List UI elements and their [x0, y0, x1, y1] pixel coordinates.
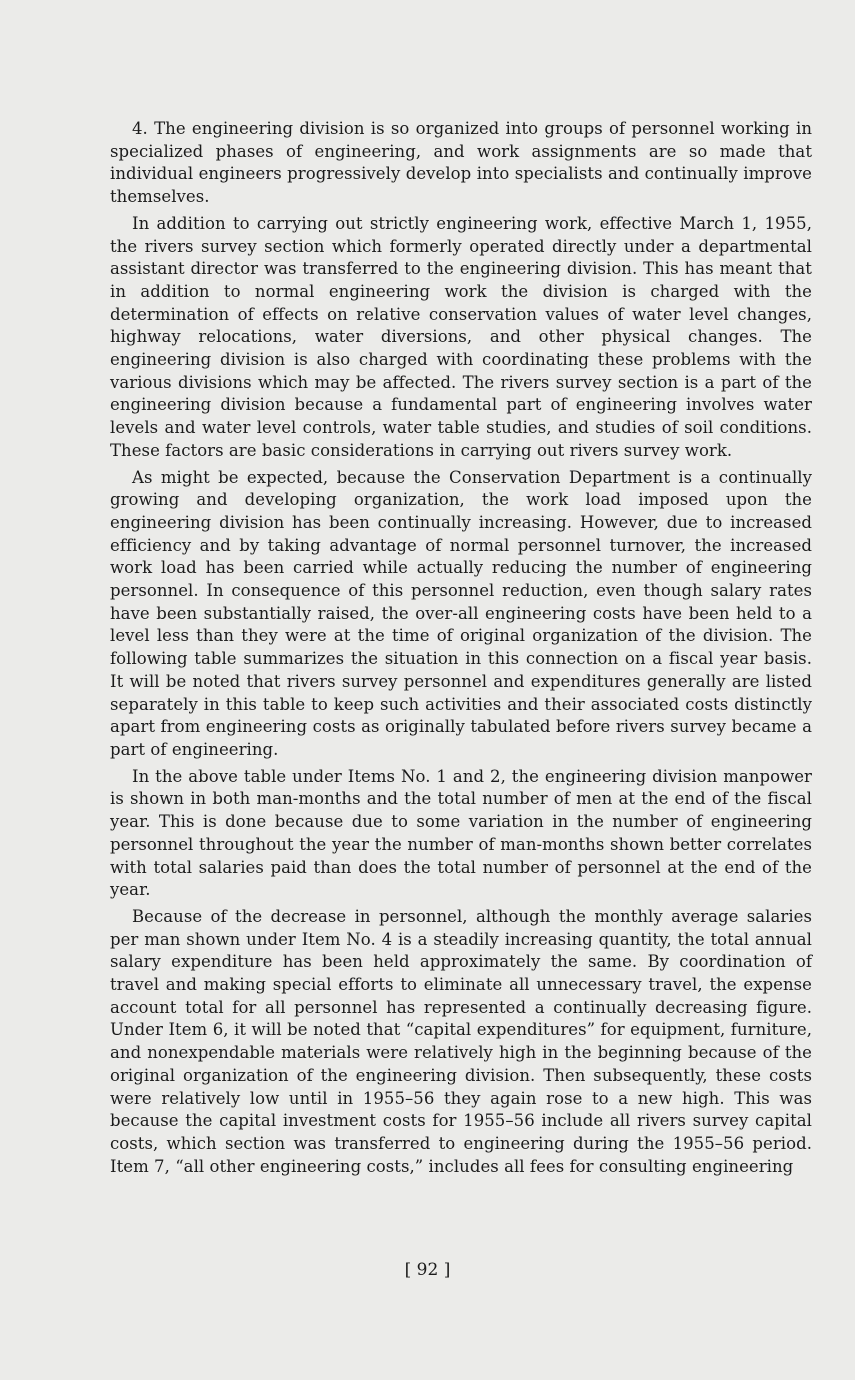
paragraph-rivers-survey: In addition to carrying out strictly engineering work, effective March 1, 1955, the rivers survey section which formerly operated directly under a departmental assistant director was transferred to the engineering division. This has meant that in addition to normal engineering work the division is charged with the determination of effects on relative conservation values of water level changes, highway relocations, water diversions, and other physical changes. The engineering division is also charged with coordinating these problems with the various divisions which may be affected. The rivers survey section is a part of the engineering division because a fundamental part of engineering involves water levels and water level controls, water table studies, and studies of soil conditions. These factors are basic considerations in carrying out rivers survey work. [110, 213, 812, 460]
page-number: [ 92 ] [404, 1260, 451, 1280]
paragraph-manpower: In the above table under Items No. 1 and 2, the engineering division manpower is shown in both man-months and the total number of men at the end of the fiscal year. This is done because due to some variation in the number of engineering personnel throughout the year the number of man-months shown better correlates with total salaries paid than does the total number of personnel at the end of the year. [110, 766, 812, 900]
body-text [110, 118, 812, 1182]
paragraph-salaries: Because of the decrease in personnel, although the monthly average salaries per man shown under Item No. 4 is a steadily increasing quantity, the total annual salary expenditure has been held approximately the same. By coordination of travel and making special efforts to eliminate all unnecessary travel, the expense account total for all personnel has represented a continually decreasing figure. Under Item 6, it will be noted that “capital expenditures” for equipment, furniture, and nonexpendable materials were relatively high in the beginning because of the original organization of the engineering division. Then subsequently, these costs were relatively low until in 1955–56 they again rose to a new high. This was because the capital investment costs for 1955–56 include all rivers survey capital costs, which section was transferred to engineering during the 1955–56 period. Item 7, “all other engineering costs,” includes all fees for consulting engineering [110, 906, 812, 1176]
paragraph-work-load: As might be expected, because the Conservation Department is a continually growing and developing organization, the work load imposed upon the engineering division has been continually increasing. However, due to increased efficiency and by taking advantage of normal personnel turnover, the increased work load has been carried while actually reducing the number of engineering personnel. In consequence of this personnel reduction, even though salary rates have been substantially raised, the over-all engineering costs have been held to a level less than they were at the time of original organization of the division. The following table summarizes the situation in this connection on a fiscal year basis. It will be noted that rivers survey personnel and expenditures generally are listed separately in this table to keep such activities and their associated costs distinctly apart from engineering costs as originally tabulated before rivers survey became a part of engineering. [110, 467, 812, 759]
paragraph-organization: 4. The engineering division is so organized into groups of personnel working in specialized phases of engineering, and work assignments are so made that individual engineers progressively develop into specialists and continually improve themselves. [110, 119, 812, 207]
